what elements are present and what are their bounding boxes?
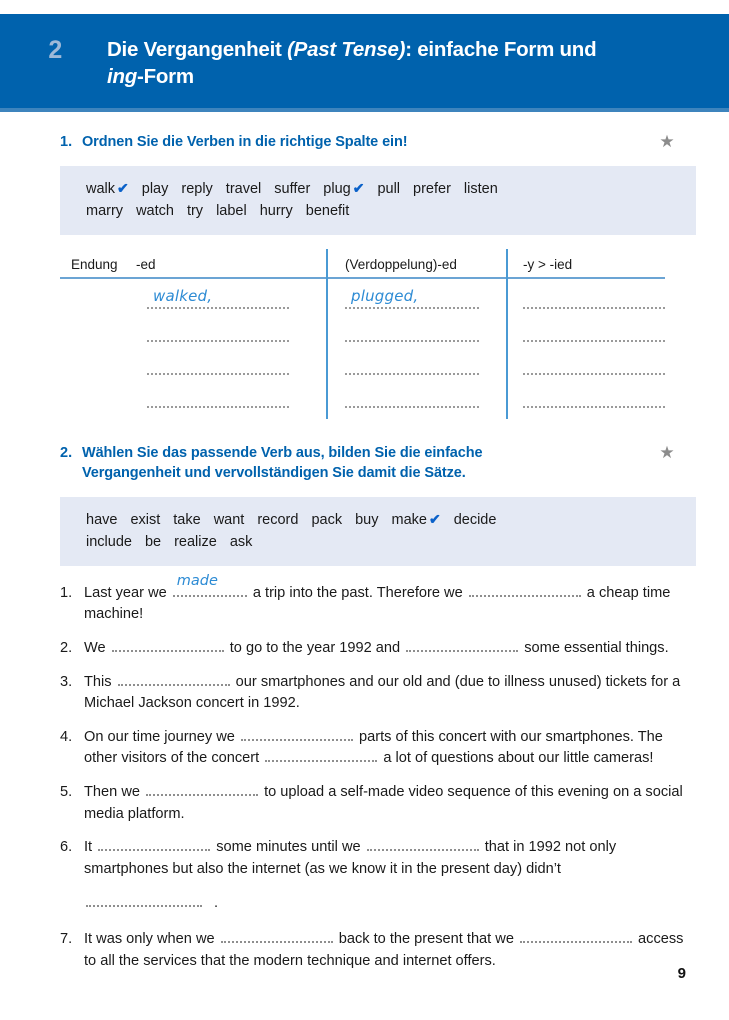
wordbank-word[interactable]: have [86,511,118,528]
sentence-blank[interactable] [469,583,581,597]
wordbank-word[interactable]: buy [355,511,379,528]
sentence-text: to upload a self-made video sequence of this evening on a social media platform. [84,784,683,822]
sentence-number: 1. [60,584,73,601]
sentence-text: to go to the year 1992 and [225,640,405,657]
dotted-line [345,405,479,408]
wordbank-word[interactable]: realize [174,533,217,550]
wordbank-word[interactable]: travel [225,180,262,197]
wordbank-word[interactable]: make ✔ [391,510,441,528]
sentence-text: our smartphones and our old and (due to illness unused) tickets for a Michael Jackson concert in 1992. [84,673,681,712]
table-column-2-answers [506,283,666,421]
wordbank-word[interactable]: exist [130,511,161,528]
sentence-blank[interactable] [367,837,479,851]
dotted-line [523,306,665,309]
handwritten-answer: plugged, [351,286,419,305]
verb-classification-table [60,257,665,421]
wordbank-word[interactable]: be [144,533,162,550]
table-answer-blank[interactable] [345,349,506,382]
exercise-2-wordbank [60,497,696,566]
sentence-text: We [84,640,110,657]
table-answer-blank[interactable] [136,316,326,349]
sentence-blank[interactable] [241,727,353,741]
sentence-text: Then we [84,784,145,801]
handwritten-answer: made [176,573,218,590]
sentence-text: Last year we [84,584,171,601]
sentence-item [60,837,699,917]
sentence-item [60,929,699,972]
wordbank-word[interactable]: marry [86,202,124,219]
wordbank-word[interactable]: watch [136,202,174,219]
table-column-header-2: -y > -ied [523,256,573,272]
exercise-2-instruction-line1: Wählen Sie das passende Verb aus, bilden Sie die einfache [82,444,483,461]
sentence-continuation-blank-line [84,893,696,915]
table-column-header-1: (Verdoppelung)-ed [345,256,457,272]
sentence-item [60,727,699,770]
sentence-text: parts of this concert with our smartphones. The other visitors of the concert [84,728,663,767]
sentence-body [84,929,696,972]
sentence-number: 5. [60,784,73,801]
sentence-number: 3. [60,673,73,690]
page-content [0,112,729,984]
dotted-line [147,306,289,309]
exercise-2-sentences [60,573,699,972]
page-number: 9 [677,965,686,982]
wordbank-word[interactable]: try [186,202,204,219]
exercise-2-number: 2. [60,444,73,461]
wordbank-line [86,531,696,553]
sentence-body [84,638,696,660]
sentence-period: . [214,895,219,912]
sentence-blank[interactable] [112,638,224,652]
wordbank-line [86,509,696,531]
exercise-2-instruction [82,443,602,484]
table-answer-blank[interactable] [345,283,506,316]
sentence-text: access to all the services that the modern technique and internet offers. [84,930,684,969]
sentence-text: a trip into the past. Therefore we [248,584,467,601]
sentence-blank[interactable] [173,573,247,597]
wordbank-word[interactable]: ask [229,533,253,550]
dotted-line [147,405,289,408]
wordbank-line [86,178,696,200]
wordbank-word[interactable]: take [173,511,201,528]
chapter-title [107,36,596,90]
sentence-body [84,782,696,825]
chapter-header-bar [0,14,729,108]
exercise-2-instruction-line2: Vergangenheit und vervollständigen Sie damit die Sätze. [82,465,466,482]
table-row-label: Endung [71,256,118,272]
table-answer-blank[interactable] [523,349,666,382]
checkmark-icon: ✔ [117,179,129,196]
sentence-blank[interactable] [146,782,258,796]
sentence-text: back to the present that we [334,930,518,947]
sentence-text: This [84,673,116,690]
handwritten-answer: walked, [153,286,213,305]
difficulty-star-icon: ★ [659,132,675,151]
wordbank-word[interactable]: include [86,533,132,550]
sentence-text: some essential things. [520,640,669,657]
dotted-line [523,339,665,342]
sentence-blank[interactable] [118,672,230,686]
sentence-text: a lot of questions about our little cameras! [379,750,654,767]
table-answer-blank[interactable] [136,349,326,382]
wordbank-word[interactable]: reply [181,180,213,197]
wordbank-word[interactable]: decide [453,511,497,528]
table-answer-blank[interactable] [523,283,666,316]
dotted-line [345,339,479,342]
exercise-1-heading [0,132,729,153]
wordbank-word[interactable]: suffer [274,180,311,197]
wordbank-line [86,200,696,222]
table-answer-blank[interactable] [345,382,506,415]
table-answer-blank[interactable] [136,283,326,316]
wordbank-word[interactable]: walk ✔ [86,179,129,197]
difficulty-star-icon: ★ [659,442,675,462]
chapter-title-part3: -Form [137,65,194,89]
sentence-text: that in 1992 not only smartphones but also the internet (as we know it in the present day) didn’t [84,839,617,877]
dotted-line [523,372,665,375]
table-header-row [60,257,665,277]
chapter-title-part1: Die Vergangenheit [107,38,288,61]
sentence-item [60,782,699,825]
wordbank-word[interactable]: label [216,202,247,219]
sentence-text: some minutes until we [212,839,365,856]
sentence-text: a cheap time machine! [84,584,671,623]
chapter-title-italic1: (Past Tense) [287,38,406,61]
table-column-header-0: -ed [136,256,156,272]
sentence-item [60,638,699,660]
wordbank-word[interactable]: want [213,511,245,528]
dotted-line [523,405,665,408]
table-column-1-answers [326,283,506,421]
chapter-number: 2 [48,36,62,64]
sentence-body [84,727,696,770]
sentence-blank[interactable] [221,929,333,943]
table-answer-blank[interactable] [523,382,666,415]
exercise-2-heading [0,443,729,484]
dotted-line [147,372,289,375]
wordbank-word[interactable]: record [257,511,299,528]
sentence-text: On our time journey we [84,728,239,745]
exercise-1-instruction: Ordnen Sie die Verben in die richtige Spalte ein! [82,134,408,150]
exercise-1-wordbank [60,166,696,235]
table-answer-area [60,279,665,421]
wordbank-word[interactable]: plug ✔ [323,179,365,197]
sentence-blank[interactable] [520,929,632,943]
wordbank-word[interactable]: play [141,180,169,197]
sentence-blank[interactable] [86,893,202,907]
sentence-item [60,672,699,715]
sentence-number: 7. [60,930,73,947]
wordbank-word[interactable]: pack [311,511,343,528]
sentence-blank[interactable] [265,748,377,762]
sentence-body [84,573,696,626]
wordbank-word[interactable]: prefer [413,180,451,197]
sentence-text: It [84,839,97,856]
sentence-blank[interactable] [406,638,518,652]
sentence-number: 2. [60,640,73,657]
table-column-0-answers [136,283,326,421]
wordbank-word[interactable]: benefit [305,202,350,219]
dotted-line [147,339,289,342]
checkmark-icon: ✔ [352,179,365,196]
chapter-title-italic2: ing [107,65,137,89]
table-answer-blank[interactable] [345,316,506,349]
sentence-body [84,837,696,917]
checkmark-icon: ✔ [428,510,441,527]
dotted-line [345,306,479,309]
sentence-text: It was only when we [84,930,219,947]
table-answer-blank[interactable] [523,316,666,349]
exercise-1-number: 1. [60,134,73,150]
wordbank-word[interactable]: listen [463,180,498,197]
sentence-number: 6. [60,839,73,856]
dotted-line [345,372,479,375]
sentence-blank[interactable] [98,837,210,851]
wordbank-word[interactable]: pull [377,180,401,197]
table-label-spacer [60,283,136,421]
table-answer-blank[interactable] [136,382,326,415]
sentence-body [84,672,696,715]
sentence-item [60,573,699,626]
chapter-title-part2: : einfache Form und [405,38,597,61]
sentence-number: 4. [60,728,73,745]
wordbank-word[interactable]: hurry [259,202,293,219]
